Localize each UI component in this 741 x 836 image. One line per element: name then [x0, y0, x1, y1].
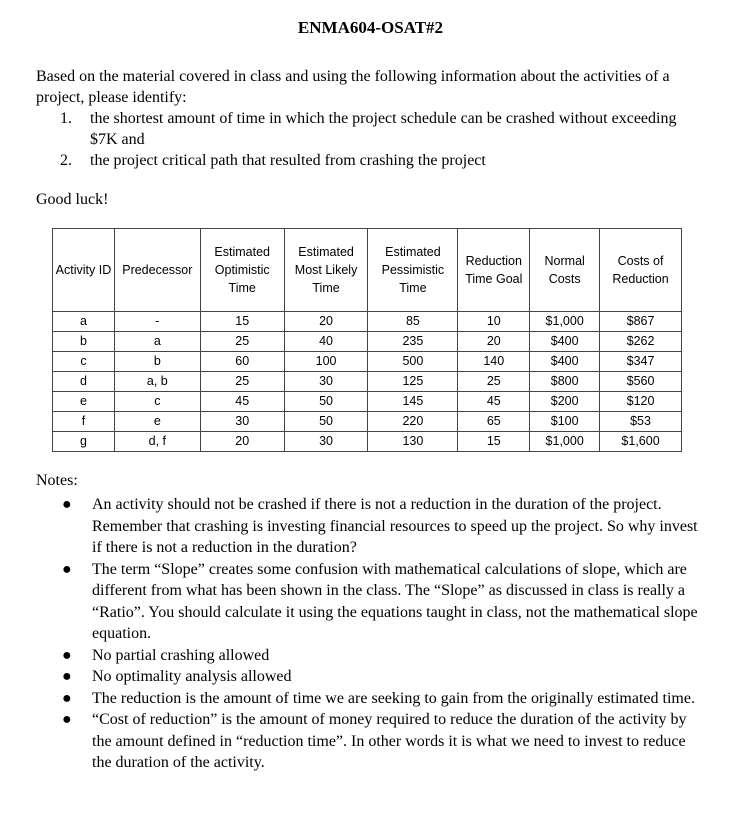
- table-cell: 25: [200, 372, 284, 392]
- table-cell: e: [114, 412, 200, 432]
- note-text: No partial crashing allowed: [92, 646, 270, 664]
- table-cell: $560: [600, 372, 682, 392]
- table-row: [53, 432, 682, 452]
- table-cell: e: [53, 392, 115, 412]
- table-cell: 20: [284, 312, 368, 332]
- table-cell: $400: [530, 332, 600, 352]
- column-header: Activity ID: [53, 229, 115, 312]
- table-cell: $867: [600, 312, 682, 332]
- table-cell: $1,000: [530, 432, 600, 452]
- table-row: [53, 412, 682, 432]
- question-item: [60, 150, 700, 171]
- table-cell: b: [114, 352, 200, 372]
- column-header: Estimated Pessimistic Time: [368, 229, 458, 312]
- table-cell: 40: [284, 332, 368, 352]
- table-cell: 45: [200, 392, 284, 412]
- note-text: No optimality analysis allowed: [92, 668, 292, 685]
- column-header: Estimated Most Likely Time: [284, 229, 368, 312]
- question-item: [60, 108, 700, 150]
- question-text: the shortest amount of time in which the project schedule can be crashed without exceeding $7K and: [90, 110, 677, 148]
- note-text: The reduction is the amount of time we are seeking to gain from the originally estimated time.: [92, 689, 695, 707]
- intro-paragraph: Based on the material covered in class and using the following information about the activities of a project, please identify:: [36, 68, 670, 106]
- table-cell: $262: [600, 332, 682, 352]
- table-row: [53, 312, 682, 332]
- table-cell: 25: [200, 332, 284, 352]
- table-cell: $1,600: [600, 432, 682, 452]
- table-row: [53, 352, 682, 372]
- table-cell: 15: [200, 312, 284, 332]
- table-cell: 50: [284, 412, 368, 432]
- table-cell: d, f: [114, 432, 200, 452]
- column-header: Estimated Optimistic Time: [200, 229, 284, 312]
- notes-heading: Notes:: [36, 472, 78, 489]
- note-item: [60, 709, 700, 774]
- table-cell: $400: [530, 352, 600, 372]
- table-cell: $53: [600, 412, 682, 432]
- table-cell: 100: [284, 352, 368, 372]
- good-luck-text: Good luck!: [36, 191, 109, 208]
- table-cell: 65: [458, 412, 530, 432]
- column-header: Costs of Reduction: [600, 229, 682, 312]
- table-cell: 10: [458, 312, 530, 332]
- table-row: [53, 372, 682, 392]
- question-number: 1.: [60, 110, 72, 127]
- page-title: ENMA604-OSAT#2: [297, 18, 444, 37]
- table-header-row: [53, 229, 682, 312]
- table-cell: c: [114, 392, 200, 412]
- table-cell: 45: [458, 392, 530, 412]
- table-cell: 60: [200, 352, 284, 372]
- column-header: Predecessor: [114, 229, 200, 312]
- table-cell: $200: [530, 392, 600, 412]
- table-cell: f: [53, 412, 115, 432]
- table-cell: 220: [368, 412, 458, 432]
- note-item: [60, 645, 700, 667]
- table-cell: 25: [458, 372, 530, 392]
- table-cell: c: [53, 352, 115, 372]
- activity-table: [52, 228, 682, 452]
- table-cell: 140: [458, 352, 530, 372]
- table-row: [53, 392, 682, 412]
- note-item: [60, 559, 700, 645]
- note-text: The term “Slope” creates some confusion with mathematical calculations of slope, which are different from what has been shown in the class. The “Slope” as discussed in class is really a “Ratio”. You should calculate it using the equations taught in class, not the mathematical slope equation.: [92, 560, 698, 642]
- table-cell: a: [53, 312, 115, 332]
- table-cell: 145: [368, 392, 458, 412]
- table-cell: $1,000: [530, 312, 600, 332]
- question-number: 2.: [60, 152, 72, 169]
- bullet-icon: ●: [62, 668, 72, 685]
- table-cell: 30: [284, 432, 368, 452]
- table-cell: 30: [200, 412, 284, 432]
- table-cell: $120: [600, 392, 682, 412]
- bullet-icon: ●: [62, 496, 72, 513]
- bullet-icon: ●: [62, 689, 72, 707]
- bullet-icon: ●: [62, 646, 72, 664]
- bullet-icon: ●: [62, 560, 72, 578]
- table-cell: -: [114, 312, 200, 332]
- table-cell: 50: [284, 392, 368, 412]
- table-cell: 85: [368, 312, 458, 332]
- table-cell: 30: [284, 372, 368, 392]
- column-header: Normal Costs: [530, 229, 600, 312]
- table-cell: 235: [368, 332, 458, 352]
- table-cell: d: [53, 372, 115, 392]
- table-cell: a, b: [114, 372, 200, 392]
- table-cell: 125: [368, 372, 458, 392]
- table-cell: 20: [200, 432, 284, 452]
- question-list: [60, 108, 700, 171]
- table-cell: $347: [600, 352, 682, 372]
- table-cell: a: [114, 332, 200, 352]
- bullet-icon: ●: [62, 711, 72, 728]
- table-cell: 130: [368, 432, 458, 452]
- note-item: [60, 688, 700, 710]
- note-text: “Cost of reduction” is the amount of money required to reduce the duration of the activity by the amount defined in “reduction time”. In other words it is what we need to invest to reduce the duration of the activity.: [92, 711, 687, 771]
- table-row: [53, 332, 682, 352]
- table-cell: 15: [458, 432, 530, 452]
- table-cell: 500: [368, 352, 458, 372]
- question-text: the project critical path that resulted from crashing the project: [90, 152, 486, 169]
- table-cell: b: [53, 332, 115, 352]
- note-text: An activity should not be crashed if there is not a reduction in the duration of the project. Remember that crashing is investing financial resources to speed up the project. So why invest if there is not a reduction in the duration?: [92, 496, 698, 556]
- note-item: [60, 494, 700, 559]
- note-item: [60, 666, 700, 688]
- table-cell: g: [53, 432, 115, 452]
- table-cell: $800: [530, 372, 600, 392]
- table-cell: 20: [458, 332, 530, 352]
- table-cell: $100: [530, 412, 600, 432]
- column-header: Reduction Time Goal: [458, 229, 530, 312]
- notes-list: [60, 494, 700, 774]
